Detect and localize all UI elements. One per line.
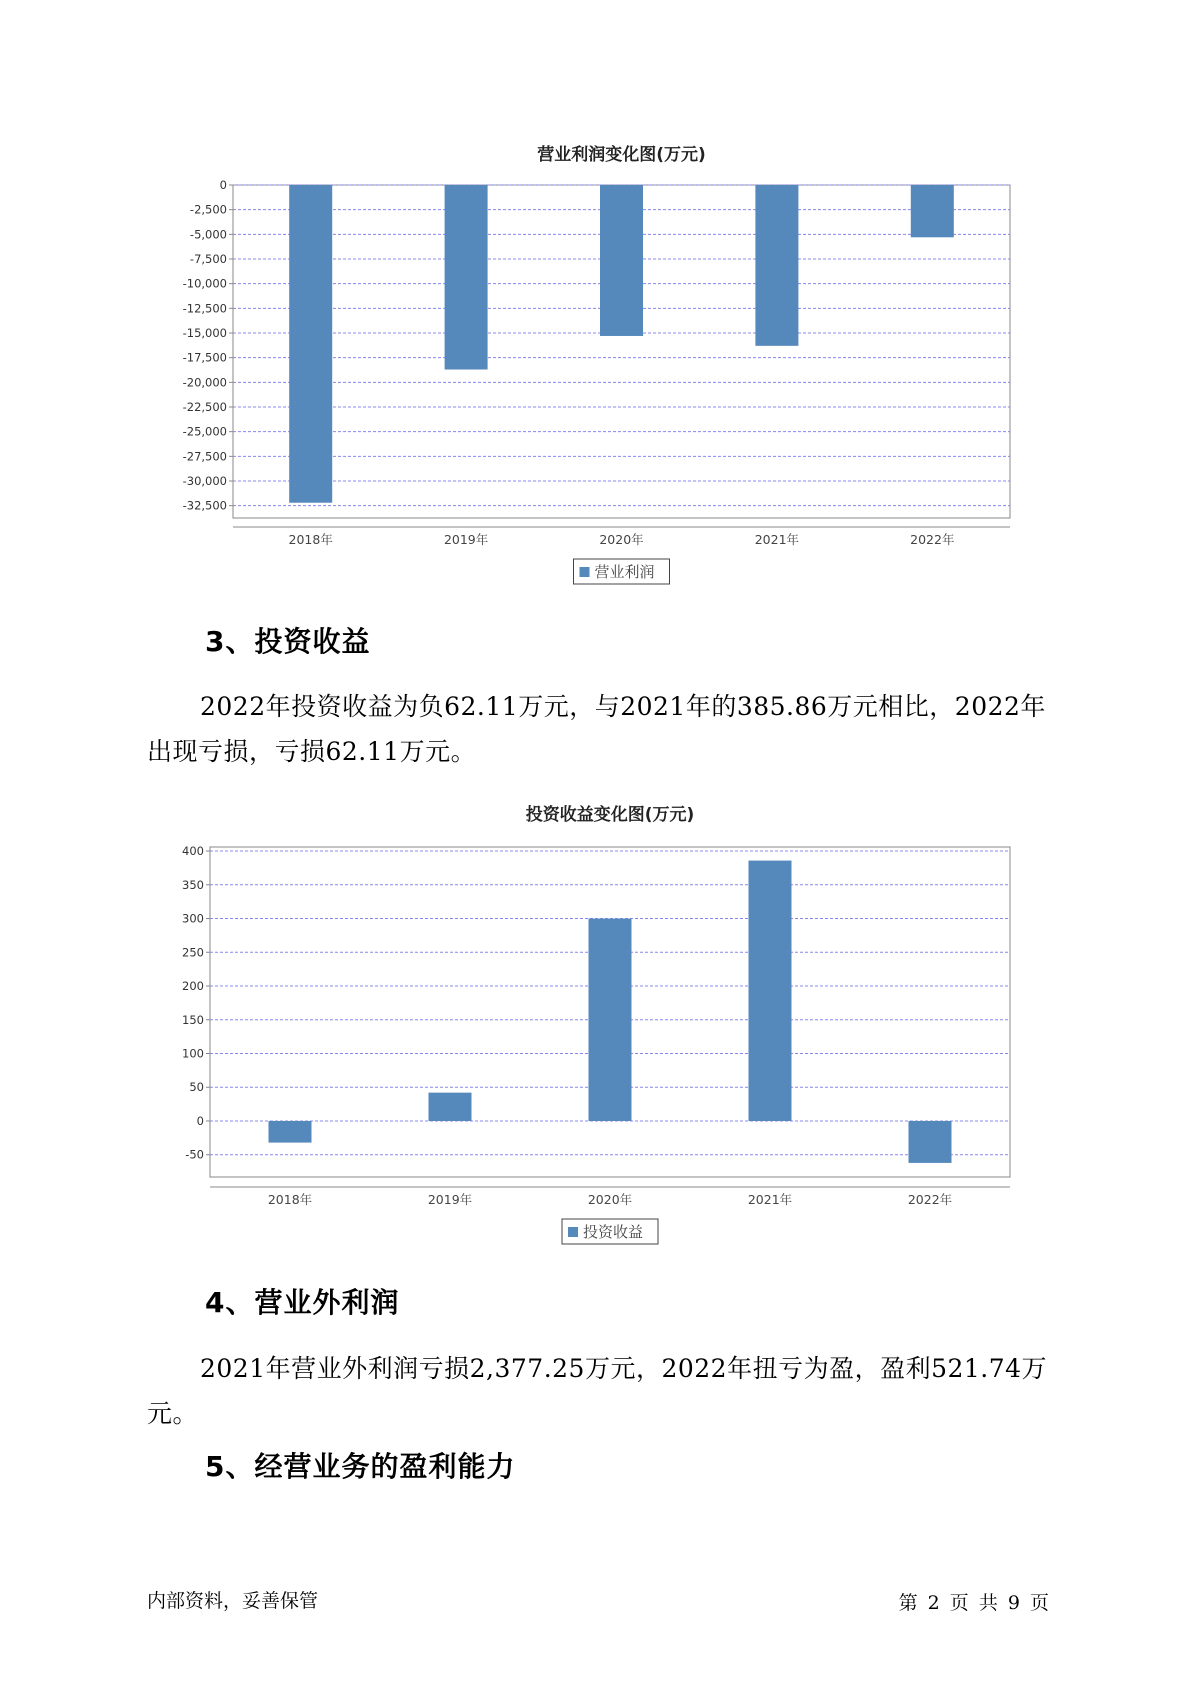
x-tick-label: 2019年 <box>427 1192 473 1207</box>
y-tick-label: -7,500 <box>189 252 227 266</box>
bar <box>909 1121 952 1163</box>
x-tick-label: 2021年 <box>747 1192 793 1207</box>
y-tick-label: 300 <box>182 911 204 926</box>
bar <box>600 185 643 336</box>
legend-label: 营业利润 <box>594 563 655 581</box>
y-tick-label: -15,000 <box>182 326 227 340</box>
bar <box>289 185 332 503</box>
y-tick-label: -32,500 <box>182 498 227 513</box>
operating-profit-chart <box>0 130 1191 600</box>
bar <box>429 1093 472 1121</box>
chart-title: 投资收益变化图(万元) <box>525 805 695 825</box>
y-tick-label: -5,000 <box>189 227 227 242</box>
footer-confidential-note: 内部资料，妥善保管 <box>147 1590 319 1612</box>
y-tick-label: -50 <box>185 1147 204 1162</box>
y-tick-label: 250 <box>182 945 204 960</box>
operating-profit-chart-svg <box>0 130 1191 600</box>
chart-title: 营业利润变化图(万元) <box>537 145 706 165</box>
x-tick-label: 2022年 <box>910 532 955 547</box>
x-tick-label: 2022年 <box>907 1192 953 1207</box>
y-tick-label: -25,000 <box>182 424 227 439</box>
y-tick-label: -22,500 <box>182 400 227 414</box>
y-tick-label: 100 <box>182 1046 204 1061</box>
y-tick-label: -2,500 <box>189 202 227 217</box>
y-tick-label: 0 <box>219 178 227 192</box>
y-tick-label: -27,500 <box>182 449 227 464</box>
y-tick-label: -10,000 <box>182 276 227 291</box>
bar <box>911 185 954 237</box>
bar <box>589 919 632 1121</box>
y-tick-label: 150 <box>182 1012 204 1027</box>
x-tick-label: 2018年 <box>267 1192 313 1207</box>
x-tick-label: 2019年 <box>443 532 489 547</box>
y-tick-label: 50 <box>189 1080 204 1095</box>
y-tick-label: 350 <box>182 877 204 892</box>
legend-swatch <box>568 1227 578 1237</box>
investment-income-chart-svg <box>0 790 1191 1260</box>
footer-page-number: 第 2 页 共 9 页 <box>898 1592 1051 1614</box>
paragraph-investment-income: 2022年投资收益为负62.11万元，与2021年的385.86万元相比，2022年出现亏损，亏损62.11万元。 <box>147 692 1046 766</box>
y-tick-label: -17,500 <box>182 350 227 365</box>
legend-label: 投资收益 <box>583 1223 644 1241</box>
bar <box>445 185 488 370</box>
y-tick-label: -20,000 <box>182 375 227 390</box>
paragraph-non-operating-profit: 2021年营业外利润亏损2,377.25万元，2022年扭亏为盈，盈利521.74万元。 <box>147 1354 1048 1428</box>
y-tick-label: 200 <box>182 979 204 994</box>
section-heading-non-operating-profit: 4、营业外利润 <box>205 1286 400 1319</box>
section-heading-operating-profitability: 5、经营业务的盈利能力 <box>205 1450 516 1483</box>
bar <box>269 1121 312 1143</box>
legend-swatch <box>580 567 590 577</box>
bar <box>749 861 792 1121</box>
investment-income-chart <box>0 790 1191 1260</box>
x-tick-label: 2020年 <box>599 532 644 547</box>
y-tick-label: -12,500 <box>182 301 227 316</box>
y-tick-label: 400 <box>182 844 204 859</box>
y-tick-label: 0 <box>196 1113 204 1128</box>
section-heading-investment-income: 3、投资收益 <box>205 625 371 658</box>
x-tick-label: 2020年 <box>587 1192 633 1207</box>
y-tick-label: -30,000 <box>182 474 227 488</box>
bar <box>755 185 798 346</box>
x-tick-label: 2021年 <box>754 532 800 547</box>
x-tick-label: 2018年 <box>288 532 333 547</box>
